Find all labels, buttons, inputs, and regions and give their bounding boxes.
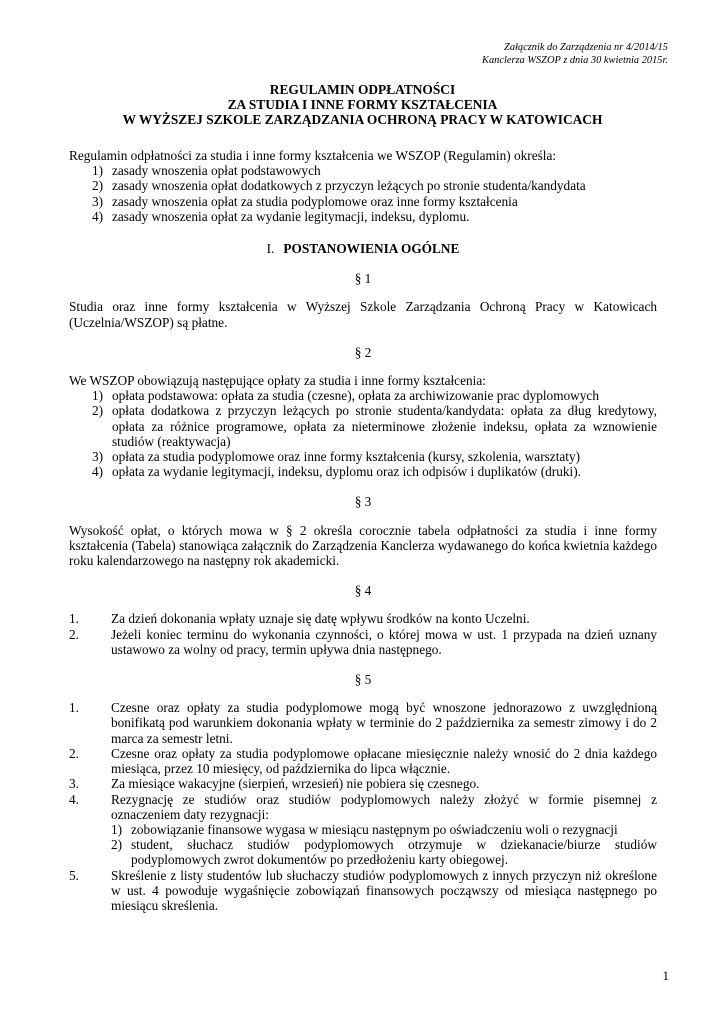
section-2-item	[69, 449, 657, 464]
list-text: zasady wnoszenia opłat za wydanie legitymacji, indeksu, dyplomu.	[112, 208, 470, 224]
intro-item	[69, 178, 657, 193]
list-number: 1)	[111, 821, 123, 837]
list-number: 3)	[92, 193, 104, 209]
list-text: opłata podstawowa: opłata za studia (czesne), opłata za archiwizowanie prac dyplomowych	[112, 388, 599, 404]
section-3-text: Wysokość opłat, o których mowa w § 2 określa corocznie tabela odpłatności za studia i inne formy kształcenia (Tabela) stanowiąca załącznik do Zarządzenia Kanclerza wydawanego do końca kwietnia każdego roku kalendarzowego na następny rok akademicki.	[69, 522, 657, 569]
list-number: 4.	[69, 791, 79, 807]
section-heading-5: § 5	[354, 672, 372, 688]
attachment-note	[482, 41, 668, 68]
chapter-heading	[69, 241, 657, 256]
list-number: 3.	[69, 776, 79, 792]
title-line-3: W WYŻSZEJ SZKOLE ZARZĄDZANIA OCHRONĄ PRACY W KATOWICACH	[122, 112, 603, 128]
section-heading-3: § 3	[354, 494, 372, 510]
section-heading-4: § 4	[354, 583, 372, 599]
attachment-note-line-1: Załącznik do Zarządzenia nr 4/2014/15	[504, 42, 668, 53]
intro-item	[69, 194, 657, 209]
chapter-number: I.	[266, 241, 275, 257]
list-number: 4)	[92, 208, 104, 224]
section-2-item	[69, 388, 657, 403]
list-number: 4)	[92, 464, 104, 480]
list-text: Czesne oraz opłaty za studia podyplomowe opłacane miesięcznie należy wnosić do 2 dnia każdego miesiąca, przez 10 miesięcy, od października do lipca włącznie.	[111, 745, 657, 777]
list-number: 1)	[92, 388, 104, 404]
list-text: zasady wnoszenia opłat za studia podyplomowe oraz inne formy kształcenia	[112, 193, 518, 209]
intro-item	[69, 163, 657, 178]
list-text: Rezygnację ze studiów oraz studiów podyplomowych należy złożyć w formie pisemnej z oznaczeniem daty rezygnacji:	[111, 791, 657, 822]
list-text: opłata za wydanie legitymacji, indeksu, dyplomu oraz ich odpisów i duplikatów (druki).	[112, 464, 581, 480]
section-1-text: Studia oraz inne formy kształcenia w Wyższej Szkole Zarządzania Ochroną Pracy w Katowicach (Uczelnia/WSZOP) są płatne.	[69, 299, 657, 330]
list-text: opłata dodatkowa z przyczyn leżących po stronie studenta/kandydata: opłata za dług kredytowy, opłata za różnice programowe, opłata za nieterminowe złożenie indeksu, opłata za wznowienie studiów (reaktywacja)	[112, 403, 657, 449]
section-4-item	[69, 611, 657, 626]
section-5-item	[69, 776, 657, 791]
list-text: Za miesiące wakacyjne (sierpień, wrzesień) nie pobiera się czesnego.	[111, 776, 480, 792]
attachment-note-line-2: Kanclerza WSZOP z dnia 30 kwietnia 2015r.	[482, 55, 668, 67]
section-5-subitem	[69, 822, 657, 837]
intro-text: Regulamin odpłatności za studia i inne formy kształcenia we WSZOP (Regulamin) określa:	[69, 148, 557, 163]
chapter-title: POSTANOWIENIA OGÓLNE	[283, 241, 460, 257]
page-number: 1	[662, 968, 669, 983]
intro-section	[69, 148, 657, 224]
list-text: student, słuchacz studiów podyplomowych otrzymuje w dziekanacie/biurze studiów podyplomowych zwrot dokumentów po przedłożeniu karty obiegowej.	[131, 837, 657, 868]
list-number: 2.	[69, 626, 79, 642]
list-number: 2)	[92, 403, 104, 419]
list-number: 2)	[111, 837, 123, 853]
section-5-item	[69, 746, 657, 776]
list-text: zobowiązanie finansowe wygasa w miesiącu następnym po oświadczeniu woli o rezygnacji	[131, 821, 618, 837]
section-2-item	[69, 403, 657, 449]
section-5-item	[69, 700, 657, 746]
list-text: zasady wnoszenia opłat podstawowych	[112, 163, 321, 179]
document-title	[0, 82, 725, 128]
section-4-item	[69, 627, 657, 657]
list-number: 3)	[92, 449, 104, 465]
list-number: 2)	[92, 178, 104, 194]
list-text: Za dzień dokonania wpłaty uznaje się datę wpływu środków na konto Uczelni.	[111, 611, 530, 627]
list-text: Skreślenie z listy studentów lub słuchaczy studiów podyplomowych z innych przyczyn niż określone w ust. 4 powoduje wygaśnięcie zobowiązań finansowych począwszy od miesiąca następnego po miesiącu skreślenia.	[111, 867, 657, 913]
section-5-item	[69, 792, 657, 822]
list-text: Czesne oraz opłaty za studia podyplomowe mogą być wnoszone jednorazowo z uwzględnioną bonifikatą pod warunkiem dokonania wpłaty w terminie do 2 października za semestr zimowy i do 2 marca za semestr letni.	[111, 700, 657, 746]
title-line-1: REGULAMIN ODPŁATNOŚCI	[269, 82, 456, 97]
title-line-2: ZA STUDIA I INNE FORMY KSZTAŁCENIA	[227, 97, 498, 113]
section-heading-1: § 1	[354, 271, 372, 287]
section-2-item	[69, 464, 657, 479]
intro-item	[69, 209, 657, 224]
list-text: opłata za studia podyplomowe oraz inne formy kształcenia (kursy, szkolenia, warsztaty)	[112, 449, 581, 465]
section-5-item	[69, 868, 657, 914]
section-heading-2: § 2	[354, 344, 372, 360]
document-body	[69, 148, 657, 913]
list-number: 1.	[69, 700, 79, 716]
list-number: 1)	[92, 163, 104, 179]
list-text: Jeżeli koniec terminu do wykonania czynności, o której mowa w ust. 1 przypada na dzień uznany ustawowo za wolny od pracy, termin upływa dnia następnego.	[111, 626, 657, 657]
section-2-text: We WSZOP obowiązują następujące opłaty za studia i inne formy kształcenia:	[69, 373, 486, 389]
section-5-subitem	[69, 837, 657, 867]
list-number: 1.	[69, 611, 79, 627]
list-text: zasady wnoszenia opłat dodatkowych z przyczyn leżących po stronie studenta/kandydata	[112, 178, 586, 194]
list-number: 2.	[69, 745, 79, 761]
list-number: 5.	[69, 867, 79, 883]
